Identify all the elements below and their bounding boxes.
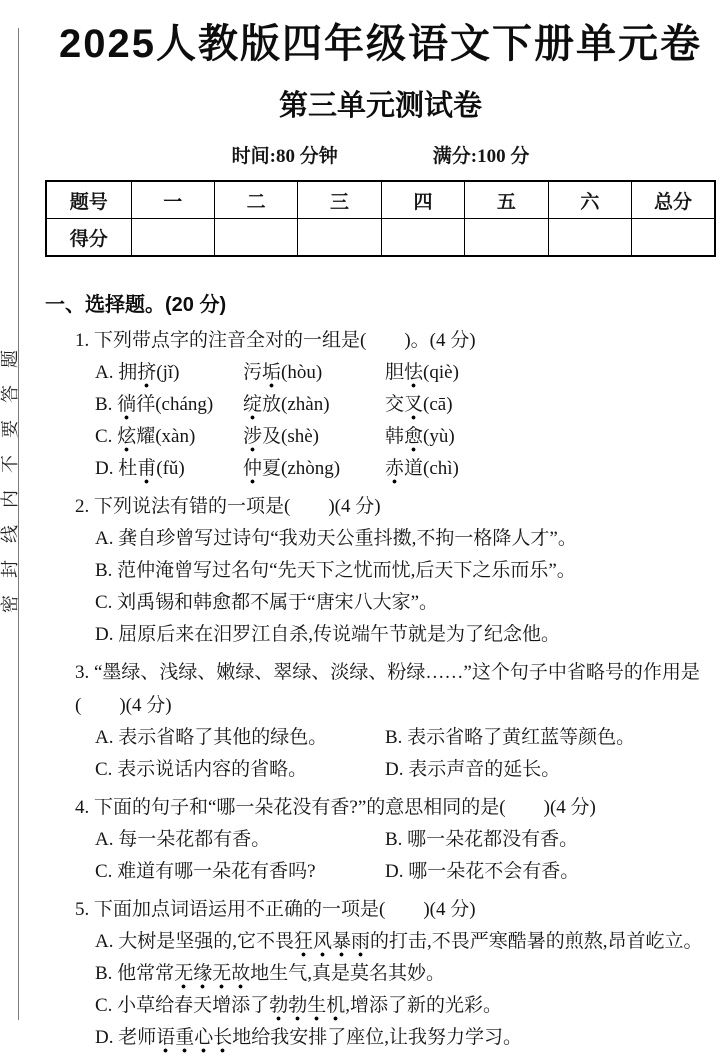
q1-option-c-item-2: 涉及(shè) xyxy=(243,421,385,453)
q3-option-c: C. 表示说话内容的省略。 xyxy=(95,759,308,780)
question-2-options xyxy=(95,523,716,651)
score-header-cell: 五 xyxy=(465,181,548,219)
q5-option-b: B. 他常常无缘无故地生气,真是莫名其妙。 xyxy=(95,958,716,990)
time-limit-label: 时间:80 分钟 xyxy=(231,146,338,167)
q2-option-c: C. 刘禹锡和韩愈都不属于“唐宋八大家”。 xyxy=(95,592,439,613)
q4-option-a: A. 每一朵花都有香。 xyxy=(95,829,271,850)
paper-meta xyxy=(45,144,716,170)
q2-option-b: B. 范仲淹曾写过名句“先天下之忧而忧,后天下之乐而乐”。 xyxy=(95,560,576,581)
question-1-stem: 1. 下列带点字的注音全对的一组是( )。(4 分) xyxy=(75,330,476,351)
q2-option-a: A. 龚自珍曾写过诗句“我劝天公重抖擞,不拘一格降人才”。 xyxy=(95,528,577,549)
question-2-stem: 2. 下列说法有错的一项是( )(4 分) xyxy=(75,496,381,517)
score-table-header-row xyxy=(46,181,715,219)
score-blank-cell xyxy=(298,219,381,257)
seal-char: 密 xyxy=(0,595,20,613)
q3-option-a: A. 表示省略了其他的绿色。 xyxy=(95,727,328,748)
score-header-cell: 四 xyxy=(381,181,464,219)
score-table-value-row xyxy=(46,219,715,257)
seal-char: 封 xyxy=(0,560,20,578)
seal-char: 要 xyxy=(0,420,20,438)
question-3-stem: 3. “墨绿、浅绿、嫩绿、翠绿、淡绿、粉绿……”这个句子中省略号的作用是( )(4 分) xyxy=(75,662,700,716)
q1-option-d-item-2: 仲夏(zhòng) xyxy=(243,453,385,485)
q1-option-d-item-1: D. 杜甫(fǔ) xyxy=(95,453,243,485)
q5-option-c: C. 小草给春天增添了勃勃生机,增添了新的光彩。 xyxy=(95,990,716,1022)
score-blank-cell xyxy=(632,219,715,257)
q5-option-a: A. 大树是坚强的,它不畏狂风暴雨的打击,不畏严寒酷暑的煎熬,昂首屹立。 xyxy=(95,926,716,958)
score-header-cell: 六 xyxy=(548,181,631,219)
score-blank-cell xyxy=(214,219,297,257)
seal-char: 题 xyxy=(0,350,20,368)
score-blank-cell xyxy=(548,219,631,257)
q1-option-a-item-1: A. 拥挤(jǐ) xyxy=(95,357,243,389)
q1-option-c-item-3: 韩愈(yù) xyxy=(385,421,716,453)
question-5-stem: 5. 下面加点词语运用不正确的一项是( )(4 分) xyxy=(75,899,476,920)
section-1-heading: 一、选择题。(20 分) xyxy=(45,294,227,316)
question-3-options xyxy=(95,722,716,786)
q4-option-b: B. 哪一朵花都没有香。 xyxy=(385,829,579,850)
question-5-options xyxy=(95,926,716,1054)
question-1-options xyxy=(95,357,716,485)
question-list xyxy=(75,324,716,1054)
seal-char: 线 xyxy=(0,525,20,543)
q1-option-a-item-2: 污垢(hòu) xyxy=(243,357,385,389)
score-header-cell: 一 xyxy=(131,181,214,219)
score-table xyxy=(45,180,716,257)
score-blank-cell xyxy=(381,219,464,257)
q1-option-b-item-3: 交叉(cā) xyxy=(385,389,716,421)
seal-char: 不 xyxy=(0,455,20,473)
score-header-cell: 题号 xyxy=(46,181,131,219)
score-header-cell: 二 xyxy=(214,181,297,219)
q2-option-d: D. 屈原后来在汨罗江自杀,传说端午节就是为了纪念他。 xyxy=(95,624,560,645)
q1-option-c-item-1: C. 炫耀(xàn) xyxy=(95,421,243,453)
paper-title: 2025人教版四年级语文下册单元卷 xyxy=(59,22,702,66)
paper-content xyxy=(45,20,716,1054)
seal-char: 内 xyxy=(0,490,20,508)
full-score-label: 满分:100 分 xyxy=(432,146,530,167)
paper-subtitle: 第三单元测试卷 xyxy=(278,90,482,122)
score-blank-cell xyxy=(131,219,214,257)
q3-option-b: B. 表示省略了黄红蓝等颜色。 xyxy=(385,727,636,748)
q1-option-d-item-3: 赤道(chì) xyxy=(385,453,716,485)
seal-char: 答 xyxy=(0,385,20,403)
q1-option-b-item-1: B. 徜徉(cháng) xyxy=(95,389,243,421)
question-4-stem: 4. 下面的句子和“哪一朵花没有香?”的意思相同的是( )(4 分) xyxy=(75,797,596,818)
question-4-options xyxy=(95,824,716,888)
score-header-cell: 总分 xyxy=(632,181,715,219)
q4-option-c: C. 难道有哪一朵花有香吗? xyxy=(95,861,316,882)
q1-option-b-item-2: 绽放(zhàn) xyxy=(243,389,385,421)
seal-line-text xyxy=(0,350,19,613)
score-blank-cell xyxy=(465,219,548,257)
q4-option-d: D. 哪一朵花不会有香。 xyxy=(385,861,580,882)
score-row-label: 得分 xyxy=(46,219,131,257)
score-header-cell: 三 xyxy=(298,181,381,219)
q3-option-d: D. 表示声音的延长。 xyxy=(385,759,561,780)
q5-option-d: D. 老师语重心长地给我安排了座位,让我努力学习。 xyxy=(95,1022,716,1054)
q1-option-a-item-3: 胆怯(qiè) xyxy=(385,357,716,389)
